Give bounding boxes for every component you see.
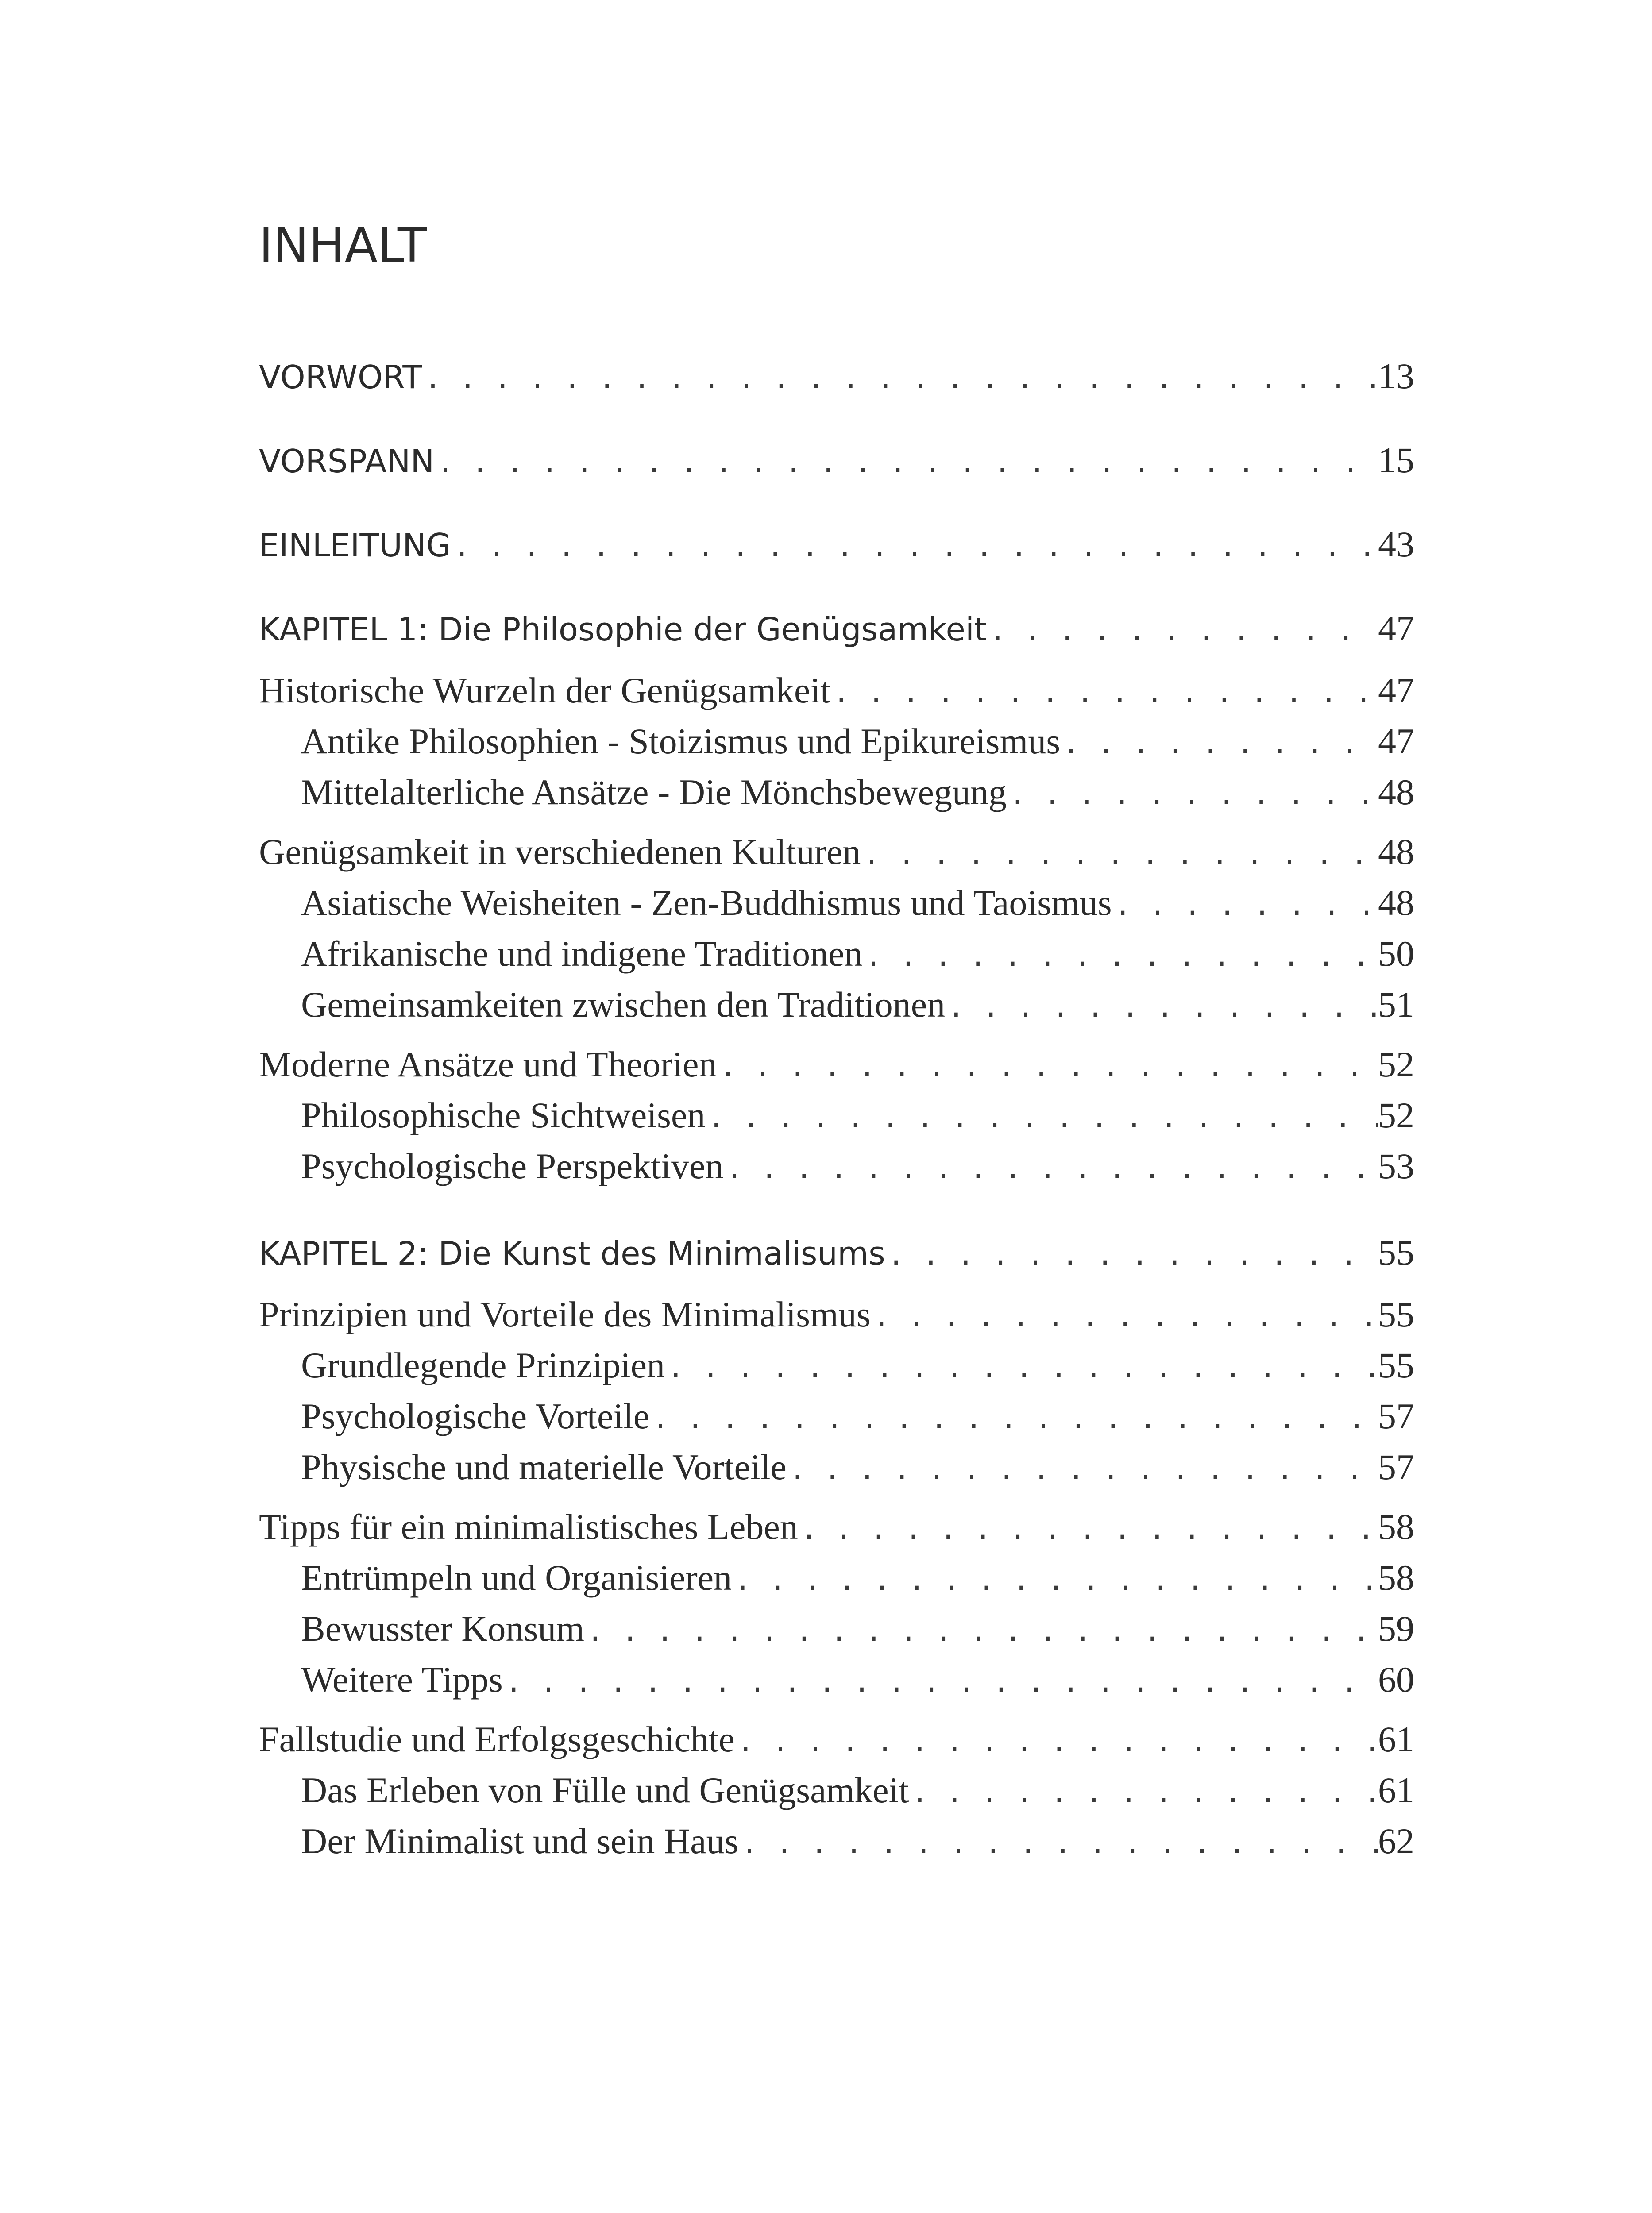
dot-leader: [1007, 771, 1378, 819]
dot-leader: [723, 1145, 1378, 1193]
toc-section[interactable]: [259, 1290, 1414, 1342]
toc-page-number: 57: [1378, 1447, 1414, 1487]
toc-section[interactable]: [259, 828, 1414, 879]
dot-leader: [863, 932, 1378, 981]
toc-page-number: 55: [1378, 1294, 1414, 1334]
toc-entry-label: Grundlegende Prinzipien: [301, 1345, 665, 1385]
toc-subsection[interactable]: [301, 1554, 1414, 1605]
dot-leader: [503, 1658, 1378, 1707]
toc-subsection[interactable]: [301, 768, 1414, 819]
toc-subsection[interactable]: [301, 1341, 1414, 1392]
dot-leader: [735, 1718, 1378, 1766]
toc-entry-label: Fallstudie und Erfolgsgeschichte: [259, 1719, 735, 1759]
toc-entry-vorwort[interactable]: [259, 352, 1414, 403]
dot-leader: [732, 1556, 1378, 1605]
toc-subsection[interactable]: [301, 1142, 1414, 1193]
toc-chapter-2[interactable]: [259, 1228, 1414, 1280]
toc-chapter-1[interactable]: [259, 604, 1414, 655]
toc-page-number: 48: [1378, 883, 1414, 923]
dot-leader: [434, 439, 1378, 487]
page-title: INHALT: [259, 218, 427, 273]
toc-page-number: 15: [1378, 440, 1414, 480]
toc-subsection[interactable]: [301, 1392, 1414, 1443]
toc-entry-label: Bewusster Konsum: [301, 1608, 585, 1649]
toc-entry-label: Mittelalterliche Ansätze - Die Mönchsbewegung: [301, 772, 1007, 812]
toc-page-number: 59: [1378, 1608, 1414, 1649]
dot-leader: [798, 1505, 1378, 1554]
toc-entry-label: Weitere Tipps: [301, 1659, 503, 1700]
dot-leader: [871, 1293, 1378, 1342]
toc-subsection[interactable]: [301, 980, 1414, 1032]
dot-leader: [584, 1607, 1378, 1656]
toc-entry-label: Entrümpeln und Organisieren: [301, 1558, 732, 1598]
dot-leader: [665, 1344, 1378, 1392]
toc-entry-label: Historische Wurzeln der Genügsamkeit: [259, 670, 830, 710]
toc-entry-label: Tipps für ein minimalistisches Leben: [259, 1507, 798, 1547]
toc-subsection[interactable]: [301, 1604, 1414, 1656]
dot-leader: [705, 1094, 1378, 1142]
toc-page-number: 52: [1378, 1044, 1414, 1084]
toc-entry-label: Philosophische Sichtweisen: [301, 1095, 706, 1135]
toc-entry-label: Psychologische Perspektiven: [301, 1146, 724, 1186]
dot-leader: [1112, 881, 1378, 930]
toc-subsection[interactable]: [301, 929, 1414, 981]
toc-section[interactable]: [259, 1040, 1414, 1091]
table-of-contents: [259, 0, 1414, 2213]
dot-leader: [787, 1446, 1378, 1494]
toc-section[interactable]: [259, 1715, 1414, 1766]
toc-page-number: 51: [1378, 984, 1414, 1025]
toc-subsection[interactable]: [301, 1655, 1414, 1707]
toc-entry-label: Afrikanische und indigene Traditionen: [301, 933, 863, 974]
toc-page-number: 58: [1378, 1507, 1414, 1547]
toc-entry-einleitung[interactable]: [259, 520, 1414, 571]
toc-entry-label: KAPITEL 1: Die Philosophie der Genügsamkeit: [259, 611, 987, 648]
dot-leader: [830, 669, 1378, 717]
toc-page-number: 48: [1378, 832, 1414, 872]
dot-leader: [649, 1395, 1378, 1443]
toc-section[interactable]: [259, 1503, 1414, 1554]
toc-entry-label: Der Minimalist und sein Haus: [301, 1821, 739, 1861]
dot-leader: [451, 523, 1378, 571]
toc-entry-label: Physische und materielle Vorteile: [301, 1447, 787, 1487]
toc-entry-label: VORWORT: [259, 359, 422, 396]
toc-entry-label: Gemeinsamkeiten zwischen den Traditionen: [301, 984, 946, 1025]
toc-page-number: 61: [1378, 1770, 1414, 1810]
dot-leader: [861, 830, 1378, 879]
toc-subsection[interactable]: [301, 1817, 1414, 1868]
toc-entry-label: EINLEITUNG: [259, 527, 451, 564]
toc-entry-label: Genügsamkeit in verschiedenen Kulturen: [259, 832, 861, 872]
toc-page-number: 53: [1378, 1146, 1414, 1186]
toc-subsection[interactable]: [301, 1443, 1414, 1494]
toc-entry-label: VORSPANN: [259, 443, 435, 480]
toc-page-number: 47: [1378, 721, 1414, 761]
book-page: [259, 0, 1414, 2213]
toc-page-number: 55: [1378, 1232, 1414, 1272]
toc-entry-label: Prinzipien und Vorteile des Minimalismus: [259, 1294, 871, 1334]
toc-page-number: 55: [1378, 1345, 1414, 1385]
toc-entry-label: Asiatische Weisheiten - Zen-Buddhismus und Taoismus: [301, 883, 1112, 923]
toc-page-number: 62: [1378, 1821, 1414, 1861]
toc-page-number: 43: [1378, 524, 1414, 564]
toc-subsection[interactable]: [301, 1766, 1414, 1817]
toc-page-number: 47: [1378, 608, 1414, 648]
dot-leader: [1060, 720, 1378, 768]
toc-entry-vorspann[interactable]: [259, 436, 1414, 487]
toc-page-number: 48: [1378, 772, 1414, 812]
toc-entry-label: Moderne Ansätze und Theorien: [259, 1044, 717, 1084]
dot-leader: [717, 1043, 1378, 1091]
dot-leader: [909, 1769, 1378, 1817]
dot-leader: [738, 1820, 1378, 1868]
toc-entry-label: KAPITEL 2: Die Kunst des Minimalisums: [259, 1235, 885, 1272]
dot-leader: [422, 355, 1378, 403]
toc-entry-label: Das Erleben von Fülle und Genügsamkeit: [301, 1770, 909, 1810]
dot-leader: [885, 1231, 1378, 1280]
toc-entry-label: Psychologische Vorteile: [301, 1396, 650, 1436]
toc-page-number: 47: [1378, 670, 1414, 710]
toc-page-number: 50: [1378, 933, 1414, 974]
toc-section[interactable]: [259, 666, 1414, 717]
toc-subsection[interactable]: [301, 1091, 1414, 1142]
dot-leader: [987, 607, 1378, 655]
toc-page-number: 58: [1378, 1558, 1414, 1598]
toc-page-number: 13: [1378, 356, 1414, 396]
toc-page-number: 61: [1378, 1719, 1414, 1759]
toc-page-number: 52: [1378, 1095, 1414, 1135]
toc-page-number: 57: [1378, 1396, 1414, 1436]
toc-subsection[interactable]: [301, 717, 1414, 768]
dot-leader: [945, 983, 1378, 1032]
toc-subsection[interactable]: [301, 879, 1414, 930]
toc-entry-label: Antike Philosophien - Stoizismus und Epikureismus: [301, 721, 1061, 761]
toc-page-number: 60: [1378, 1659, 1414, 1700]
